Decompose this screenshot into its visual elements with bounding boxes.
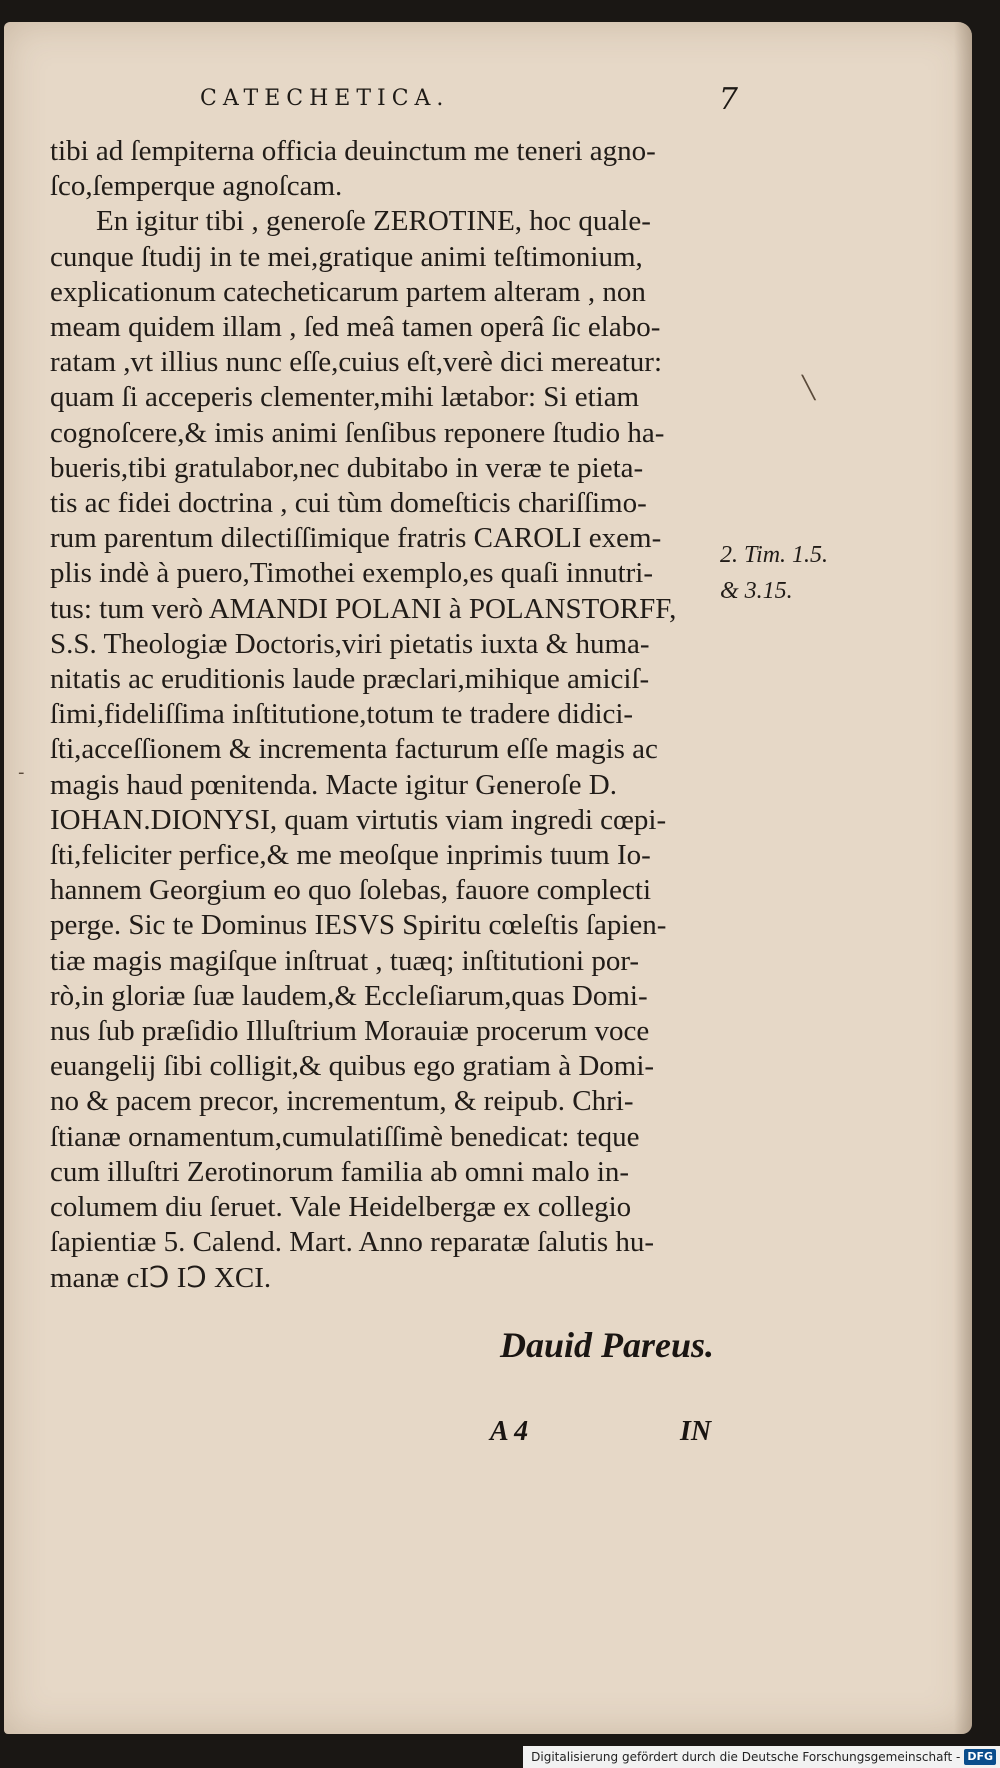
text-line: hannem Georgium eo quo ſolebas, fauore complecti: [50, 874, 652, 907]
margin-note-reference: & 3.15.: [720, 578, 793, 604]
text-line: euangelij ſibi colligit,& quibus ego gratiam à Domi-: [50, 1050, 655, 1083]
text-line: tibi ad ſempiterna officia deuinctum me teneri agno-: [50, 135, 656, 167]
footer-text: Digitalisierung gefördert durch die Deutsche Forschungsgemeinschaft -: [531, 1750, 961, 1764]
text-line: ſti,feliciter perfice,& me meoſque inprimis tuum Io-: [50, 839, 651, 872]
text-line: nitatis ac eruditionis laude præclari,mihique amiciſ-: [50, 663, 650, 696]
signature: Dauid Pareus.: [500, 1325, 715, 1365]
page-edge-shadow: [954, 22, 972, 1734]
ink-mark: -: [18, 762, 25, 783]
text-line: explicationum catecheticarum partem alteram , non: [50, 275, 646, 308]
footer-credit: [523, 1746, 1000, 1768]
text-line: ſimi,fideliſſima inſtitutione,totum te tradere didici-: [50, 698, 634, 731]
text-line: no & pacem precor, incrementum, & reipub. Chri-: [50, 1085, 634, 1118]
text-line: ſco,ſemperque agnoſcam.: [50, 170, 343, 203]
text-line: ſti,acceſſionem & incrementa facturum eſſe magis ac: [50, 733, 658, 766]
text-line: perge. Sic te Dominus IESVS Spiritu cœleſtis ſapien-: [50, 909, 667, 942]
text-line: ſapientiæ 5. Calend. Mart. Anno reparatæ ſalutis hu-: [50, 1226, 655, 1259]
text-line: magis haud pœnitenda. Macte igitur Generoſe D.: [50, 768, 617, 801]
text-line: S.S. Theologiæ Doctoris,viri pietatis iuxta & huma-: [50, 627, 650, 660]
text-line: cognoſcere,& imis animi ſenſibus reponere ſtudio ha-: [50, 416, 665, 449]
body-text: [50, 134, 730, 1296]
margin-note-reference: 2. Tim. 1.5.: [720, 542, 829, 568]
text-line: plis indè à puero,Timothei exemplo,es quaſi innutri-: [50, 557, 654, 590]
ink-mark: ╲: [802, 376, 816, 401]
dfg-logo-icon: DFG: [964, 1749, 996, 1765]
text-line: quam ſi acceperis clementer,mihi lætabor: Si etiam: [50, 381, 640, 414]
page-number: 7: [718, 82, 744, 117]
text-line: rò,in gloriæ ſuæ laudem,& Eccleſiarum,quas Domi-: [50, 979, 648, 1012]
running-head-title: CATECHETICA.: [200, 86, 450, 111]
text-line: rum parentum dilectiſſimique fratris CAROLI exem-: [50, 522, 662, 555]
text-line: tis ac fidei doctrina , cui tùm domeſticis chariſſimo-: [50, 487, 647, 520]
text-line: cunque ſtudij in te mei,gratique animi teſtimonium,: [50, 240, 643, 273]
signature-mark: A 4: [490, 1416, 529, 1447]
text-line: tus: tum verò AMANDI POLANI à POLANSTORFF,: [50, 592, 677, 625]
text-line: bueris,tibi gratulabor,nec dubitabo in veræ te pieta-: [50, 451, 644, 484]
text-line: cum illuſtri Zerotinorum familia ab omni malo in-: [50, 1155, 630, 1188]
text-line: ſtianæ ornamentum,cumulatiſſimè benedicat: teque: [50, 1120, 640, 1153]
text-line: ratam ,vt illius nunc eſſe,cuius eſt,verè dici mereatur:: [50, 346, 663, 379]
text-line: nus ſub præſidio Illuſtrium Morauiæ procerum voce: [50, 1015, 650, 1048]
text-line: tiæ magis magiſque inſtruat , tuæq; inſtitutioni por-: [50, 944, 640, 977]
text-line: IOHAN.DIONYSI, quam virtutis viam ingredi cœpi-: [50, 803, 667, 836]
text-line: manæ cIↃ IↃ XCI.: [50, 1261, 272, 1294]
text-line: meam quidem illam , ſed meâ tamen operâ ſic elabo-: [50, 311, 661, 344]
book-page: [4, 22, 972, 1734]
text-line: En igitur tibi , generoſe ZEROTINE, hoc quale-: [96, 205, 651, 238]
text-line: columem diu ſeruet. Vale Heidelbergæ ex collegio: [50, 1191, 632, 1224]
catchword: IN: [680, 1416, 712, 1447]
